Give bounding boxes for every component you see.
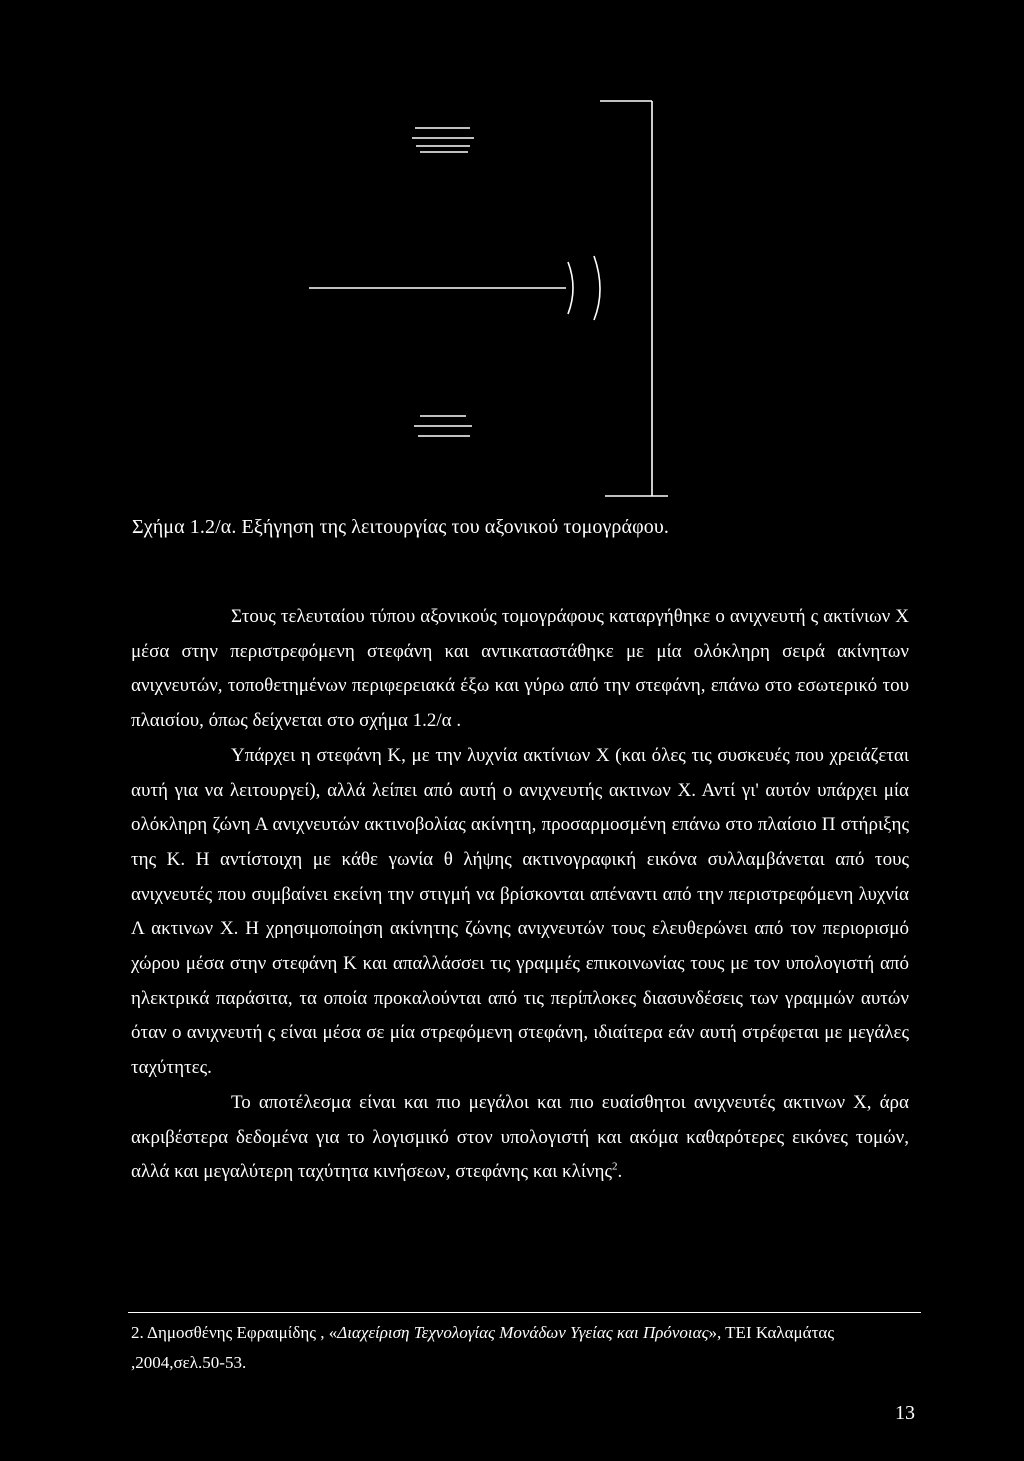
ring-arc-inner: [568, 262, 573, 314]
footnote-title: Διαχείριση Τεχνολογίας Μονάδων Υγείας και Πρόνοιας: [337, 1323, 709, 1342]
paragraph-3-end: .: [617, 1161, 623, 1183]
ring-arc-outer: [594, 256, 600, 320]
figure-caption: Σχήμα 1.2/α. Εξήγηση της λειτουργίας του αξονικού τομογράφου.: [132, 516, 669, 538]
bottom-dash-marks: [414, 416, 472, 436]
footnote-suffix: », ΤΕΙ Καλαμάτας ,2004,σελ.50-53.: [131, 1323, 835, 1372]
footnote: [131, 1318, 921, 1378]
body-text: [131, 600, 909, 1190]
paragraph-1: Στους τελευταίου τύπου αξονικούς τομογράφους καταργήθηκε ο ανιχνευτή ς ακτίνιων Χ μέσα στην περιστρεφόμενη στεφάνη και αντικαταστάθηκε με μία ολόκληρη σειρά ακίνητων ανιχνευτών, τοποθετημένων περιφερειακά έξω και γύρω από την στεφάνη, επάνω στο εσωτερικό του πλαισίου, όπως δείχνεται στο σχήμα 1.2/α .: [131, 606, 909, 732]
axial-tomograph-schematic: [0, 0, 1024, 520]
footnote-divider: [128, 1312, 921, 1313]
paragraph-3: [131, 1086, 909, 1190]
paragraph-3-text: Το αποτέλεσμα είναι και πιο μεγάλοι και πιο ευαίσθητοι ανιχνευτές ακτινων Χ, άρα ακριβέστερα δεδομένα για το λογισμικό στον υπολογιστή και ακόμα καθαρότερες εικόνες τομών, αλλά και μεγαλύτερη ταχύτητα κινήσεων, στεφάνης και κλίνης: [131, 1091, 909, 1183]
footnote-reference: 2: [612, 1160, 618, 1173]
paragraph-2: Υπάρχει η στεφάνη Κ, με την λυχνία ακτίνιων Χ (και όλες τις συσκευές που χρειάζεται αυτή για να λειτουργεί), αλλά λείπει από αυτή ο ανιχνευτής ακτινων Χ. Αντί γι' αυτόν υπάρχει μία ολόκληρη ζώνη Α ανιχνευτών ακτινοβολίας ακίνητη, προσαρμοσμένη επάνω στο πλαίσιο Π στήριξης της Κ. Η αντίστοιχη με κάθε γωνία θ λήψης ακτινογραφική εικόνα συλλαμβάνεται από τους ανιχνευτές που συμβαίνει εκείνη την στιγμή να βρίσκονται απέναντι από την περιστρεφόμενη λυχνία Λ ακτινων Χ. Η χρησιμοποίηση ακίνητης ζώνης ανιχνευτών τους ελευθερώνει από τον περιορισμό χώρου μέσα στην στεφάνη Κ και απαλλάσσει τις γραμμές επικοινωνίας τους με τον υπολογιστή από ηλεκτρικά παράσιτα, τα οποία προκαλούνται από τις περίπλοκες διασυνδέσεις των γραμμών αυτών όταν ο ανιχνευτή ς είναι μέσα σε μία στρεφόμενη στεφάνη, ιδιαίτερα εάν αυτή στρέφεται με μεγάλες ταχύτητες.: [131, 744, 909, 1079]
page-number: 13: [895, 1402, 915, 1424]
top-dash-marks: [412, 128, 474, 152]
footnote-prefix: 2. Δημοσθένης Εφραιμίδης , «: [131, 1323, 338, 1342]
